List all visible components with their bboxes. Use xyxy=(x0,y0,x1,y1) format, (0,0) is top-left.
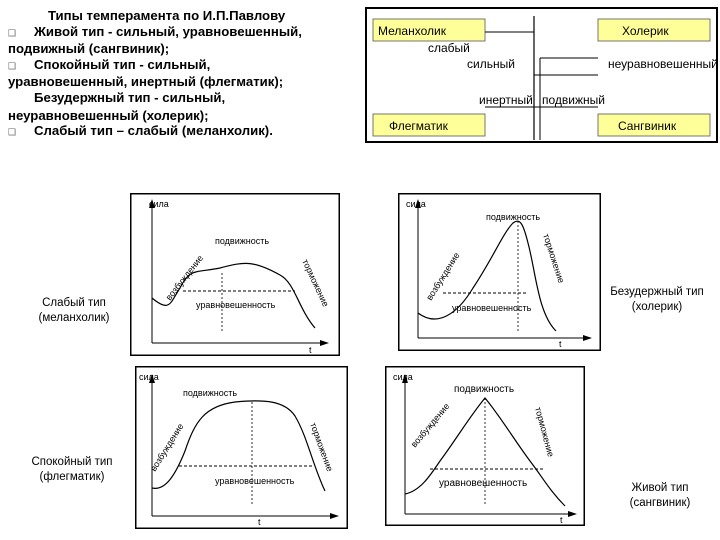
y-axis-label: сила xyxy=(139,372,159,382)
graph-weak-type xyxy=(130,193,340,356)
label-phlegmatic: Флегматик xyxy=(389,119,448,133)
label-melancholic: Меланхолик xyxy=(378,24,446,38)
text-line: подвижный (сангвиник); xyxy=(8,41,170,57)
label-mobility: подвижность xyxy=(454,384,515,395)
text-line: уравновешенный, инертный (флегматик); xyxy=(8,74,284,90)
label-inhibition: торможение xyxy=(308,421,336,473)
label-unbalanced: неуравновешенный xyxy=(608,57,718,71)
label-balance: уравновешенность xyxy=(452,303,532,313)
label-excitation: возбуждение xyxy=(424,250,462,303)
graph-calm-type xyxy=(135,366,348,529)
label-balance: уравновешенность xyxy=(196,300,276,310)
bullet-icon: ❑ xyxy=(8,127,17,138)
text-item: Безудержный тип - сильный, xyxy=(34,89,226,105)
x-axis-label: t xyxy=(309,345,312,355)
label-balance: уравновешенность xyxy=(215,476,295,486)
text-item: ❑ Слабый тип – слабый (меланхолик). xyxy=(8,123,360,141)
label-choleric: Холерик xyxy=(622,24,669,38)
caption-unrestrained: Безудержный тип (холерик) xyxy=(610,286,704,313)
temperament-types-text xyxy=(8,8,360,141)
label-excitation: возбуждение xyxy=(163,253,206,303)
label-balance: уравновешенность xyxy=(439,478,528,489)
graph-lively-type xyxy=(385,366,585,526)
label-sanguine: Сангвиник xyxy=(618,119,677,133)
label-mobility: подвижность xyxy=(215,236,270,246)
x-axis-label: t xyxy=(258,517,261,527)
text-line: неуравновешенный (холерик); xyxy=(8,107,209,123)
label-inhibition: торможение xyxy=(300,257,331,309)
caption-lively: Живой тип (сангвиник) xyxy=(629,482,691,509)
label-excitation: возбуждение xyxy=(148,421,186,474)
y-axis-label: сила xyxy=(149,199,169,209)
y-axis-label: сила xyxy=(393,372,413,382)
label-excitation: возбуждение xyxy=(408,401,452,450)
label-strong: сильный xyxy=(467,57,515,71)
bullet-icon: ❑ xyxy=(8,60,17,71)
label-weak: слабый xyxy=(428,41,470,55)
label-mobility: подвижность xyxy=(486,212,541,222)
label-inhibition: торможение xyxy=(541,232,567,285)
label-mobile: подвижный xyxy=(542,93,605,107)
text-item: ❑ Спокойный тип - сильный, xyxy=(8,57,360,75)
label-inhibition: торможение xyxy=(533,405,556,458)
caption-calm: Спокойный тип (флегматик) xyxy=(31,456,113,483)
x-axis-label: t xyxy=(559,339,562,349)
x-axis-label: t xyxy=(560,515,563,525)
y-axis-label: сила xyxy=(406,199,426,209)
caption-weak: Слабый тип (меланхолик) xyxy=(38,297,110,324)
label-inert: инертный xyxy=(479,93,533,107)
text-title: Типы темперамента по И.П.Павлову xyxy=(48,8,286,23)
temperament-scheme-diagram xyxy=(364,6,720,146)
bullet-icon: ❑ xyxy=(8,27,17,38)
text-item: ❑ Живой тип - сильный, уравновешенный, xyxy=(8,24,360,42)
graph-unrestrained-type xyxy=(398,193,601,351)
label-mobility: подвижность xyxy=(183,388,238,398)
